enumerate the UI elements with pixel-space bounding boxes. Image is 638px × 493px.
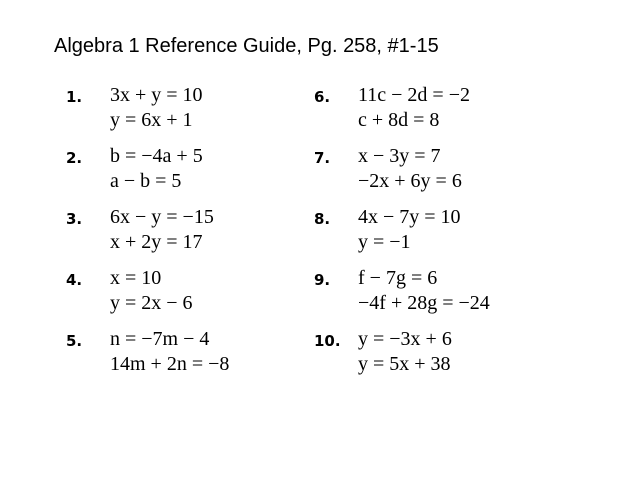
right-problem-column (314, 84, 574, 389)
problem-3 (66, 206, 326, 267)
problem-4 (66, 267, 326, 328)
left-problem-column (66, 84, 326, 389)
equation-1: 3x + y = 10 (110, 84, 203, 106)
equation-2: −4f + 28g = −24 (358, 292, 490, 314)
page-title: Algebra 1 Reference Guide, Pg. 258, #1-15 (54, 35, 439, 57)
problem-8 (314, 206, 574, 267)
problem-10 (314, 328, 574, 389)
equation-1: 4x − 7y = 10 (358, 206, 461, 228)
problem-number: 9. (314, 271, 331, 289)
equation-2: −2x + 6y = 6 (358, 170, 462, 192)
equation-1: n = −7m − 4 (110, 328, 210, 350)
equation-2: y = 6x + 1 (110, 109, 193, 131)
equation-2: x + 2y = 17 (110, 231, 203, 253)
equation-1: x − 3y = 7 (358, 145, 441, 167)
problem-number: 4. (66, 271, 83, 289)
equation-2: a − b = 5 (110, 170, 182, 192)
problem-number: 6. (314, 88, 331, 106)
problem-number: 7. (314, 149, 331, 167)
equation-2: y = 2x − 6 (110, 292, 193, 314)
equation-1: x = 10 (110, 267, 162, 289)
problem-6 (314, 84, 574, 145)
problem-5 (66, 328, 326, 389)
problem-number: 5. (66, 332, 83, 350)
problem-1 (66, 84, 326, 145)
equation-1: 11c − 2d = −2 (358, 84, 470, 106)
problem-9 (314, 267, 574, 328)
problem-7 (314, 145, 574, 206)
equation-2: y = 5x + 38 (358, 353, 451, 375)
problem-number: 2. (66, 149, 83, 167)
problem-number: 1. (66, 88, 83, 106)
equation-1: f − 7g = 6 (358, 267, 438, 289)
problem-number: 8. (314, 210, 331, 228)
equation-2: c + 8d = 8 (358, 109, 440, 131)
equation-2: 14m + 2n = −8 (110, 353, 230, 375)
problem-2 (66, 145, 326, 206)
equation-2: y = −1 (358, 231, 411, 253)
problem-number: 10. (314, 332, 341, 350)
equation-1: 6x − y = −15 (110, 206, 214, 228)
equation-1: b = −4a + 5 (110, 145, 203, 167)
equation-1: y = −3x + 6 (358, 328, 452, 350)
problem-number: 3. (66, 210, 83, 228)
